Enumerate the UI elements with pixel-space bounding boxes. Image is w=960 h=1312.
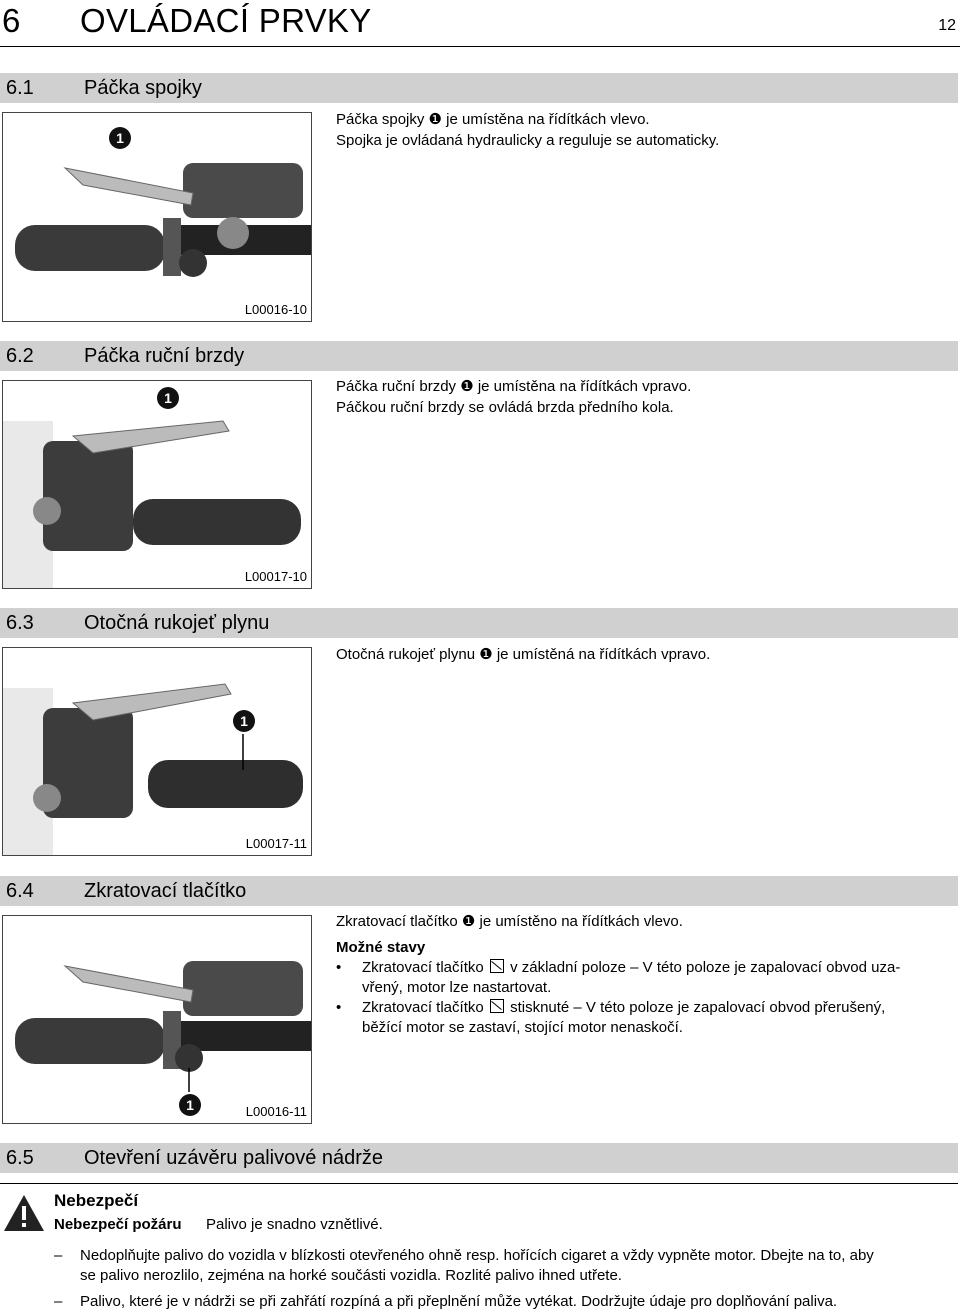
warning-item-line: Nedoplňujte palivo do vozidla v blízkosti otevřeného ohně resp. hořících cigaret a vždy vypněte motor. Dbejte na to, aby <box>80 1247 874 1264</box>
section-title: Páčka ruční brzdy <box>84 345 245 367</box>
paragraph-line: Páčkou ruční brzdy se ovládá brzda předního kola. <box>336 399 674 416</box>
bullet-text-post: v základní poloze – V této poloze je zapalovací obvod uza- <box>510 959 901 976</box>
paragraph-line: Otočná rukojeť plynu ❶ je umístěná na řídítkách vpravo. <box>336 646 711 663</box>
figure-code: L00017-10 <box>244 569 307 584</box>
bullet-dot: • <box>336 999 342 1016</box>
section-title: Zkratovací tlačítko <box>84 880 247 902</box>
kill-switch-illustration <box>3 916 311 1123</box>
section-heading-6-1 <box>0 73 958 103</box>
section-text-6-1 <box>336 109 946 151</box>
marker-1: 1 <box>233 710 255 732</box>
warning-title: Nebezpečí <box>54 1191 139 1210</box>
section-title: Otočná rukojeť plynu <box>84 612 270 634</box>
bullet-text-cont: vřený, motor lze nastartovat. <box>362 979 552 996</box>
warning-text: Palivo je snadno vznětlivé. <box>206 1216 383 1233</box>
figure-code: L00017-11 <box>245 836 307 851</box>
marker-1: 1 <box>109 127 131 149</box>
dash: – <box>54 1293 63 1310</box>
chapter-header <box>0 0 960 48</box>
figure-throttle-grip <box>2 647 312 856</box>
section-number: 6.5 <box>6 1147 34 1169</box>
figure-code: L00016-11 <box>245 1104 307 1119</box>
kill-switch-symbol-icon <box>490 959 504 973</box>
section-number: 6.1 <box>6 77 34 99</box>
figure-brake-lever <box>2 380 312 589</box>
section-heading-6-3 <box>0 608 958 638</box>
kill-switch-symbol-icon <box>490 999 504 1013</box>
list-item <box>336 998 946 1038</box>
brake-lever-illustration <box>3 381 311 588</box>
section-heading-6-5 <box>0 1143 958 1173</box>
bullet-text-pre: Zkratovací tlačítko <box>362 959 484 976</box>
throttle-grip-illustration <box>3 648 311 855</box>
chapter-title: OVLÁDACÍ PRVKY <box>80 2 372 39</box>
section-number: 6.4 <box>6 880 34 902</box>
paragraph-line: Páčka ruční brzdy ❶ je umístěna na řídítkách vpravo. <box>336 378 692 395</box>
dash: – <box>54 1247 63 1264</box>
bullet-dot: • <box>336 959 342 976</box>
figure-kill-switch <box>2 915 312 1124</box>
warning-triangle-icon <box>2 1193 46 1233</box>
section-text-6-4 <box>336 911 946 932</box>
warning-item-line: Palivo, které je v nádrži se při zahřátí rozpíná a při přeplnění může vytékat. Dodržujte údaje pro doplňování paliva. <box>80 1293 838 1310</box>
warning-item-line: se palivo nerozlilo, zejména na horké součásti vozidla. Rozlité palivo ihned utřete. <box>80 1267 622 1284</box>
section-text-6-3 <box>336 644 946 665</box>
warning-item <box>54 1292 954 1312</box>
section-heading-6-2 <box>0 341 958 371</box>
bullet-text-pre: Zkratovací tlačítko <box>362 999 484 1016</box>
clutch-lever-illustration <box>3 113 311 321</box>
section-title: Páčka spojky <box>84 77 202 99</box>
warning-label: Nebezpečí požáru <box>54 1216 182 1233</box>
marker-1: 1 <box>179 1094 201 1116</box>
bullet-text-cont: běžící motor se zastaví, stojící motor nenaskočí. <box>362 1019 683 1036</box>
section-text-6-2 <box>336 376 946 418</box>
section-heading-6-4 <box>0 876 958 906</box>
header-rule <box>0 46 960 47</box>
warning-item <box>54 1246 954 1286</box>
section-title: Otevření uzávěru palivové nádrže <box>84 1147 384 1169</box>
paragraph-line: Páčka spojky ❶ je umístěna na řídítkách vlevo. <box>336 111 650 128</box>
section-number: 6.2 <box>6 345 34 367</box>
bullet-text-post: stisknuté – V této poloze je zapalovací obvod přerušený, <box>510 999 886 1016</box>
page-number: 12 <box>938 17 956 34</box>
chapter-number: 6 <box>2 2 21 39</box>
paragraph-line: Spojka je ovládaná hydraulicky a reguluje se automaticky. <box>336 132 720 149</box>
section-number: 6.3 <box>6 612 34 634</box>
marker-1: 1 <box>157 387 179 409</box>
list-item <box>336 958 946 998</box>
figure-clutch-lever <box>2 112 312 322</box>
paragraph-line: Zkratovací tlačítko ❶ je umístěno na řídítkách vlevo. <box>336 913 683 930</box>
figure-code: L00016-10 <box>244 302 307 317</box>
states-heading: Možné stavy <box>336 939 426 956</box>
warning-top-rule <box>0 1183 958 1184</box>
